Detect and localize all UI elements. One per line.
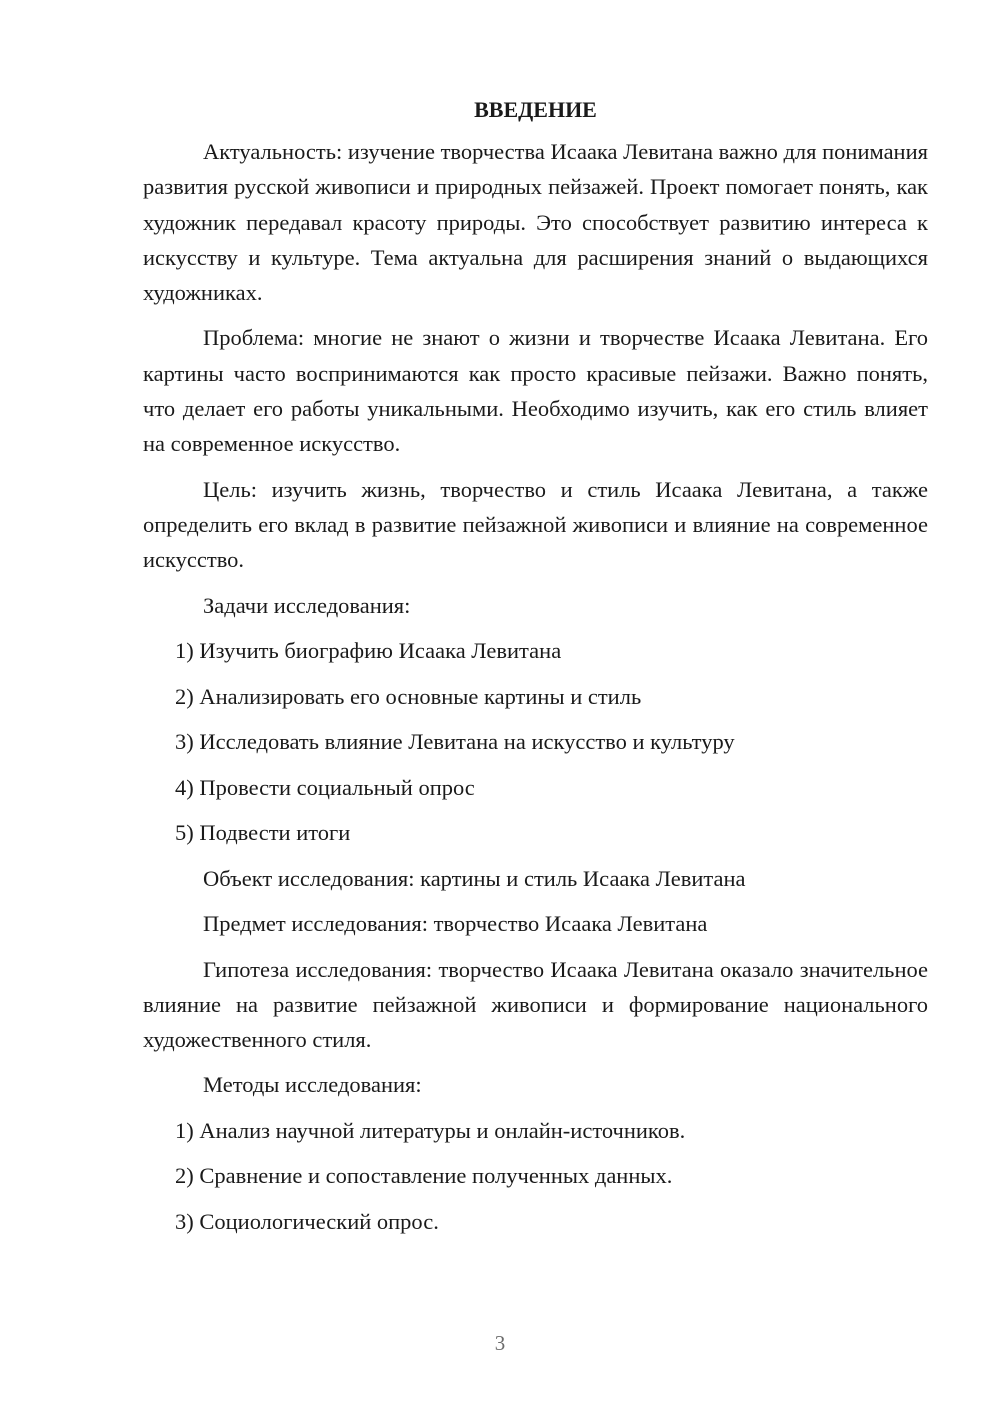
list-item: 4) Провести социальный опрос — [175, 774, 475, 800]
methods-list — [143, 1113, 928, 1250]
page-content — [143, 92, 928, 1249]
page-number: 3 — [494, 1331, 506, 1355]
relevance-paragraph: Актуальность: изучение творчества Исаака Левитана важно для понимания развития русской живописи и природных пейзажей. Проект помогает понять, как художник передавал красоту природы. Это способствует развитию интереса к искусству и культуре. Тема актуальна для расширения знаний о выдающихся художниках. — [143, 139, 928, 306]
list-item: 3) Исследовать влияние Левитана на искусство и культуру — [175, 729, 735, 755]
list-item: 2) Сравнение и сопоставление полученных данных. — [175, 1163, 673, 1189]
list-item: 2) Анализировать его основные картины и стиль — [175, 683, 642, 709]
tasks-list — [143, 633, 928, 861]
list-item: 3) Социологический опрос. — [175, 1208, 439, 1234]
methods-heading: Методы исследования: — [203, 1072, 422, 1098]
goal-paragraph: Цель: изучить жизнь, творчество и стиль Исаака Левитана, а также определить его вклад в развитие пейзажной живописи и влияние на современное искусство. — [143, 476, 928, 573]
list-item: 1) Изучить биографию Исаака Левитана — [175, 638, 562, 664]
page-title: ВВЕДЕНИЕ — [474, 97, 597, 122]
tasks-heading: Задачи исследования: — [203, 592, 411, 618]
list-item: 1) Анализ научной литературы и онлайн-источников. — [175, 1117, 686, 1143]
research-object: Объект исследования: картины и стиль Исаака Левитана — [203, 865, 746, 891]
problem-paragraph: Проблема: многие не знают о жизни и творчестве Исаака Левитана. Его картины часто воспринимаются как просто красивые пейзажи. Важно понять, что делает его работы уникальными. Необходимо изучить, как его стиль влияет на современное искусство. — [143, 325, 928, 457]
hypothesis-paragraph: Гипотеза исследования: творчество Исаака Левитана оказало значительное влияние на развитие пейзажной живописи и формирование национального художественного стиля. — [143, 956, 928, 1053]
list-item: 5) Подвести итоги — [175, 820, 351, 846]
research-subject: Предмет исследования: творчество Исаака Левитана — [203, 911, 708, 937]
